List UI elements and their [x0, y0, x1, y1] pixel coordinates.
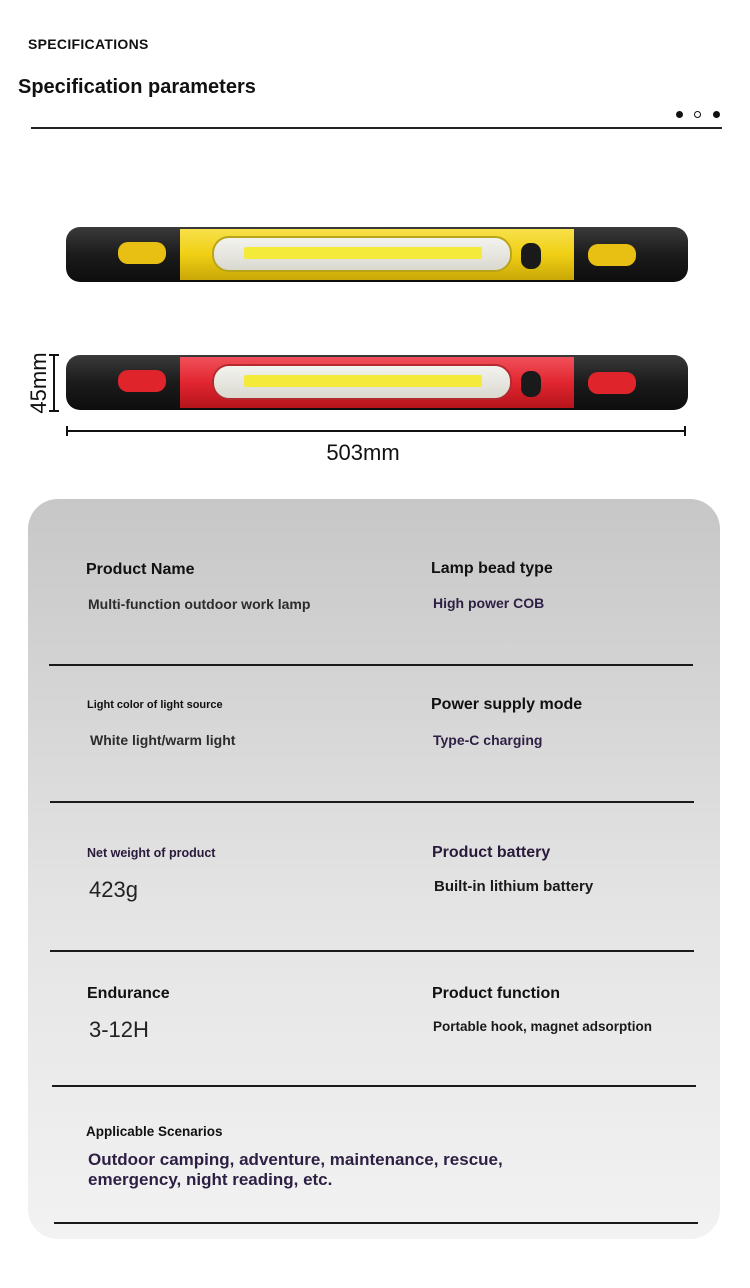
length-dimension: [67, 426, 685, 436]
product-figure: [0, 200, 750, 480]
row-divider-1: [49, 664, 693, 666]
yellow-lamp: [66, 227, 688, 282]
section-kicker: SPECIFICATIONS: [28, 36, 149, 52]
light-color-value: White light/warm light: [90, 732, 236, 748]
dot-3[interactable]: [713, 111, 720, 118]
product-name-value: Multi-function outdoor work lamp: [88, 596, 311, 612]
scenarios-value: Outdoor camping, adventure, maintenance, rescue, emergency, night reading, etc.: [88, 1150, 503, 1189]
product-function-label: Product function: [432, 985, 560, 1002]
power-supply-label: Power supply mode: [431, 696, 583, 713]
title-divider: [31, 127, 722, 129]
page-title: Specification parameters: [18, 76, 256, 98]
endurance-value: 3-12H: [89, 1017, 149, 1042]
product-battery-value: Built-in lithium battery: [434, 878, 594, 895]
row-divider-3: [50, 950, 694, 952]
lamp-bead-type-label: Lamp bead type: [431, 560, 553, 577]
scenarios-label: Applicable Scenarios: [86, 1124, 223, 1139]
product-name-label: Product Name: [86, 561, 195, 578]
row-divider-4: [52, 1085, 696, 1087]
height-label: 45mm: [25, 352, 51, 414]
pagination-dots[interactable]: [674, 110, 724, 120]
red-lamp: [66, 355, 688, 410]
length-label: 503mm: [326, 440, 400, 465]
power-supply-value: Type-C charging: [433, 732, 543, 748]
light-color-label: Light color of light source: [87, 699, 223, 711]
product-battery-label: Product battery: [432, 844, 551, 861]
spec-panel: [28, 499, 720, 1239]
row-divider-5: [54, 1222, 698, 1224]
product-function-value: Portable hook, magnet adsorption: [433, 1019, 653, 1034]
lamp-bead-type-value: High power COB: [433, 595, 545, 611]
dot-1[interactable]: [676, 111, 683, 118]
row-divider-2: [50, 801, 694, 803]
net-weight-value: 423g: [89, 877, 138, 902]
endurance-label: Endurance: [87, 985, 170, 1002]
net-weight-label: Net weight of product: [87, 846, 216, 860]
dot-2[interactable]: [694, 111, 701, 118]
